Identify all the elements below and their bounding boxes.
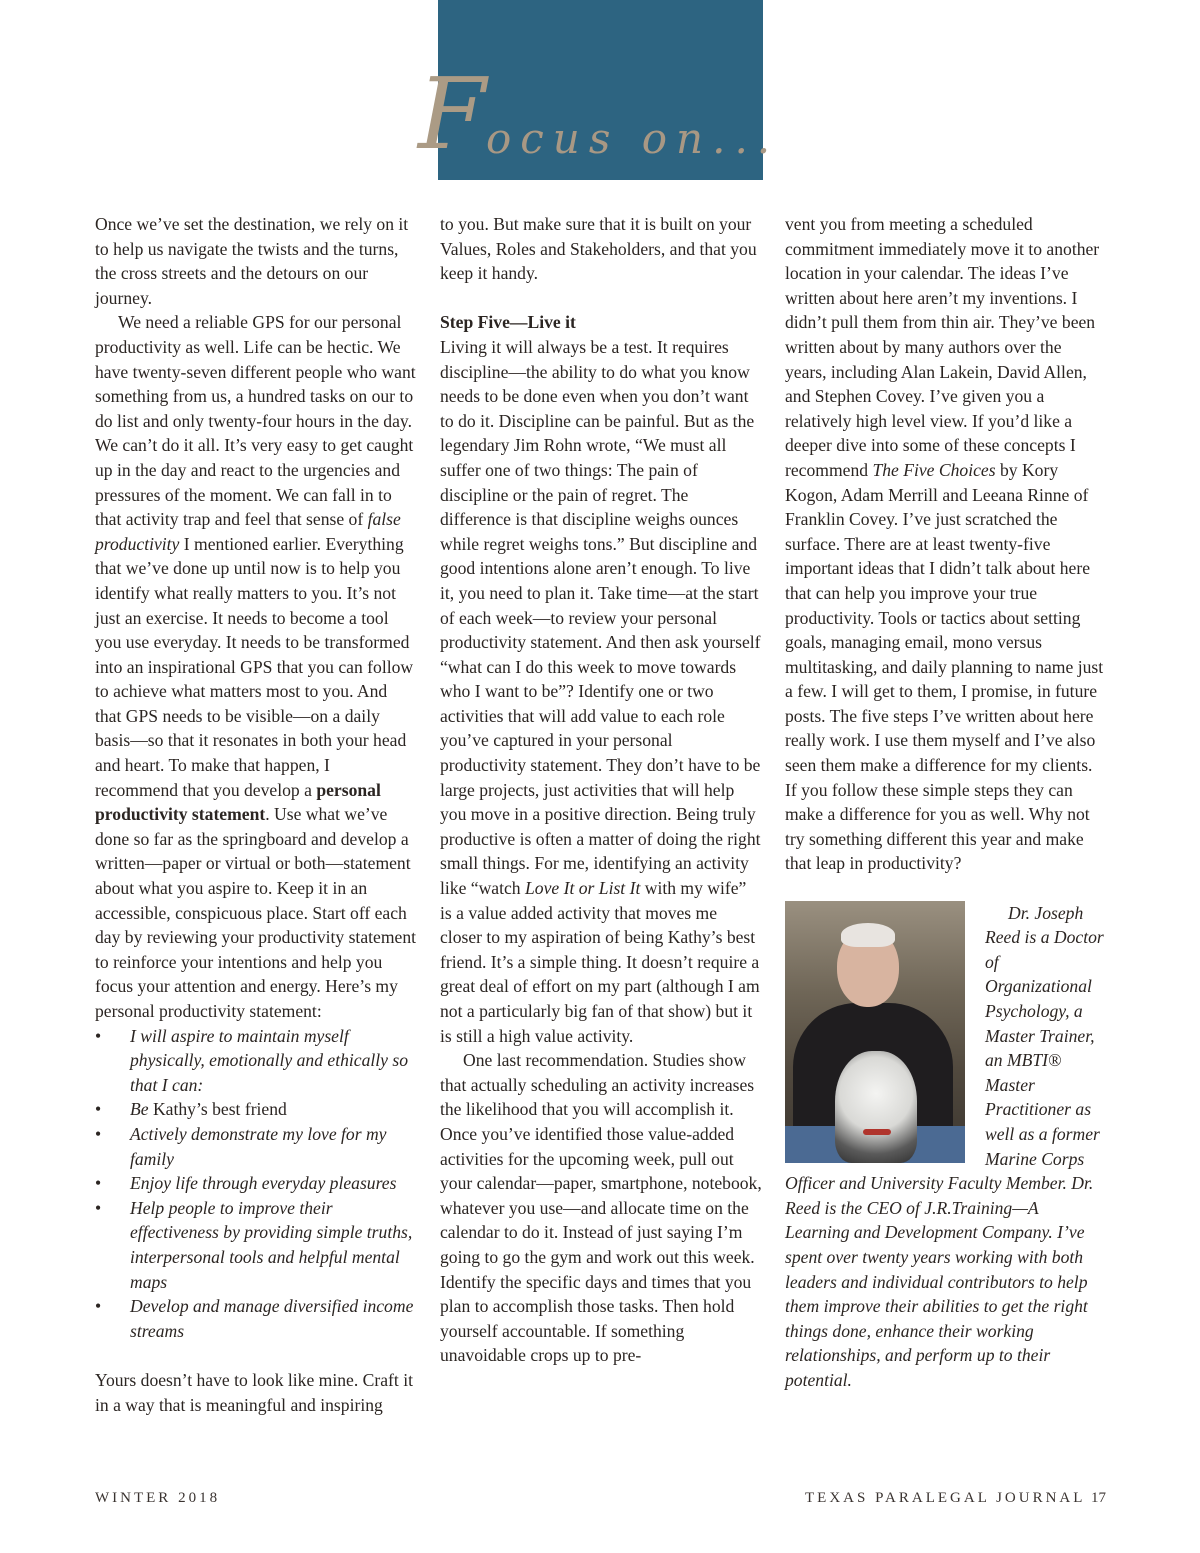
paragraph: vent you from meeting a scheduled commitment immediately move it to another location in your calendar. The ideas I’ve written about here aren’t my inventions. I didn’t pull them from thin air. They’ve been written about by many authors over the years, including Alan Lakein, David Allen, and Stephen Covey. I’ve given you a relatively high level view. If you’d like a deeper dive into some of these concepts I recommend The Five Choices by Kory Kogon, Adam Merrill and Leeana Rinne of Franklin Covey. I’ve just scratched the surface. There are at least twenty-five important ideas that I didn’t talk about here that can help you improve your true productivity. Tools or tactics about setting goals, managing email, mono versus multitasking, and daily planning to name just a few. I will get to them, I promise, in future posts. The five steps I’ve written about here really work. I use them myself and I’ve also seen them make a difference for my clients. If you follow these simple steps they can make a difference for you as well. Why not try something different this year and make that leap in productivity? bbox=[785, 214, 1104, 874]
list-item: • Enjoy life through everyday pleasures bbox=[95, 1171, 417, 1196]
paragraph: Living it will always be a test. It requires discipline—the ability to do what you know needs to be done even when you don’t want to do it. Discipline can be painful. But as the legendary Jim Rohn wrote, “We must all suffer one of two things: The pain of discipline or the pain of regret. The difference is that discipline weighs ounces while regret weighs tons.” But discipline and good intentions alone aren’t enough. To live it, you need to plan it. Take time—at the start of each week—to review your personal productivity statement. And then ask yourself “what can I do this week to move towards who I want to be”? Identify one or two activities that will add value to each role you’ve captured in your personal productivity statement. They don’t have to be large projects, just activities that will help you move in a positive direction. Being truly productive is often a matter of doing the right small things. For me, identifying an activity like “watch Love It or List It with my wife” is a value added activity that moves me closer to my aspiration of being Kathy’s best friend. It’s a simple thing. It doesn’t require a great deal of effort on my part (although I am not a particularly big fan of that show) but it is still a high value activity. bbox=[440, 336, 761, 1046]
paragraph: to you. But make sure that it is built on your Values, Roles and Stakeholders, and that you keep it handy. bbox=[440, 214, 757, 284]
article-column-2 bbox=[440, 212, 762, 1368]
list-item: • Help people to improve their effectiveness by providing simple truths, interpersonal tools and helpful mental maps bbox=[95, 1196, 417, 1294]
author-photo bbox=[785, 901, 965, 1163]
paragraph: We need a reliable GPS for our personal productivity as well. Life can be hectic. We have twenty-seven different people who want something from us, a hundred tasks on our to do list and only twenty-four hours in the day. We can’t do it all. It’s very easy to get caught up in the day and react to the urgencies and pressures of the moment. We can fall in to that activity trap and feel that sense of false productivity I mentioned earlier. Everything that we’ve done up until now is to help you identify what really matters to you. It’s not just an exercise. It needs to become a tool you use everyday. It needs to be transformed into an inspirational GPS that you can follow to achieve what matters most to you. And that GPS needs to be visible—on a daily basis—so that it resonates in both your head and heart. To make that happen, I recommend that you develop a personal productivity statement. Use what we’ve done so far as the springboard and develop a written—paper or virtual or both—statement about what you aspire to. Keep it in an accessible, conspicuous place. Start off each day by reviewing your productivity statement to reinforce your intentions and help you focus your attention and energy. Here’s my personal productivity statement: bbox=[95, 312, 417, 1021]
page-number: 17 bbox=[1091, 1490, 1106, 1506]
issue-label: WINTER 2018 bbox=[95, 1490, 221, 1506]
masthead-initial: F bbox=[418, 58, 486, 172]
publication-name: TEXAS PARALEGAL JOURNAL bbox=[805, 1490, 1086, 1506]
section-heading: Step Five—Live it bbox=[440, 312, 576, 333]
article-column-3 bbox=[785, 212, 1105, 1393]
list-item: • Actively demonstrate my love for my family bbox=[95, 1122, 417, 1171]
paragraph: One last recommendation. Studies show that actually scheduling an activity increases the likelihood that you will accomplish it. Once you’ve identified those value-added activities for the upcoming week, pull out your calendar—paper, smartphone, notebook, whatever you use—and allocate time on the calendar to do it. Instead of just saying I’m going to go the gym and work out this week. Identify the specific days and times that you plan to accomplish those tasks. Then hold yourself accountable. If something unavoidable crops up to pre- bbox=[440, 1050, 762, 1366]
section-masthead bbox=[388, 58, 808, 196]
list-item: • Develop and manage diversified income streams bbox=[95, 1294, 417, 1343]
list-item: • I will aspire to maintain myself physically, emotionally and ethically so that I can: bbox=[95, 1024, 417, 1098]
paragraph: Yours doesn’t have to look like mine. Craft it in a way that is meaningful and inspiring bbox=[95, 1369, 413, 1415]
productivity-statement-list bbox=[95, 1024, 417, 1344]
paragraph: Once we’ve set the destination, we rely on it to help us navigate the twists and the turns, the cross streets and the detours on our journey. bbox=[95, 214, 409, 308]
article-column-1 bbox=[95, 212, 417, 1417]
list-item: • Be Kathy’s best friend bbox=[95, 1097, 417, 1122]
masthead-text: ocus on... bbox=[486, 114, 780, 163]
author-bio: Dr. Joseph Reed is a Doctor of Organizational Psychology, a Master Trainer, an MBTI® Master Practitioner as well as a former Marine Corps Officer and University Faculty Member. Dr. Reed is the CEO of J.R.Training—A Learning and Development Company. I’ve spent over twenty years working with both leaders and individual contributors to help them improve their abilities to get the right things done, enhance their working relationships, and perform up to their potential. bbox=[785, 902, 1104, 1390]
